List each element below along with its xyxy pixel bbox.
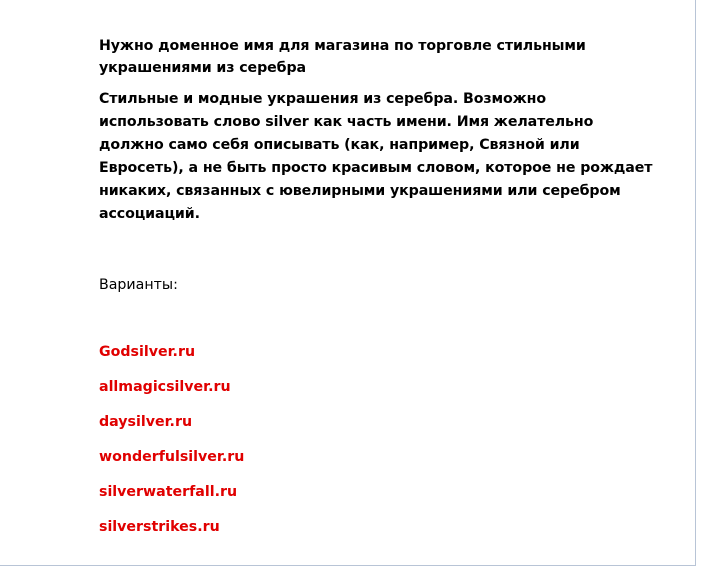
variant-item: allmagicsilver.ru — [99, 379, 231, 395]
page-frame-bottom — [0, 566, 705, 572]
variant-item: wonderfulsilver.ru — [99, 449, 245, 465]
variants-label: Варианты: — [99, 277, 178, 293]
variant-item: silverwaterfall.ru — [99, 484, 238, 500]
document-heading: Нужно доменное имя для магазина по торговле стильными украшениями из серебра — [99, 38, 586, 76]
document-content — [99, 35, 659, 551]
variant-item: daysilver.ru — [99, 414, 193, 430]
page-frame-right — [696, 0, 705, 572]
variant-item: Godsilver.ru — [99, 344, 196, 360]
variants-list — [99, 341, 659, 551]
document-description: Стильные и модные украшения из серебра. Возможно использовать слово silver как часть имени. Имя желательно должно само себя описывать (как, например, Связной или Евросеть), а не быть просто красивым словом, которое не рождает никаких, связанных с ювелирными украшениями или серебром ассоциаций. — [99, 91, 653, 222]
variant-item: silverstrikes.ru — [99, 519, 220, 535]
